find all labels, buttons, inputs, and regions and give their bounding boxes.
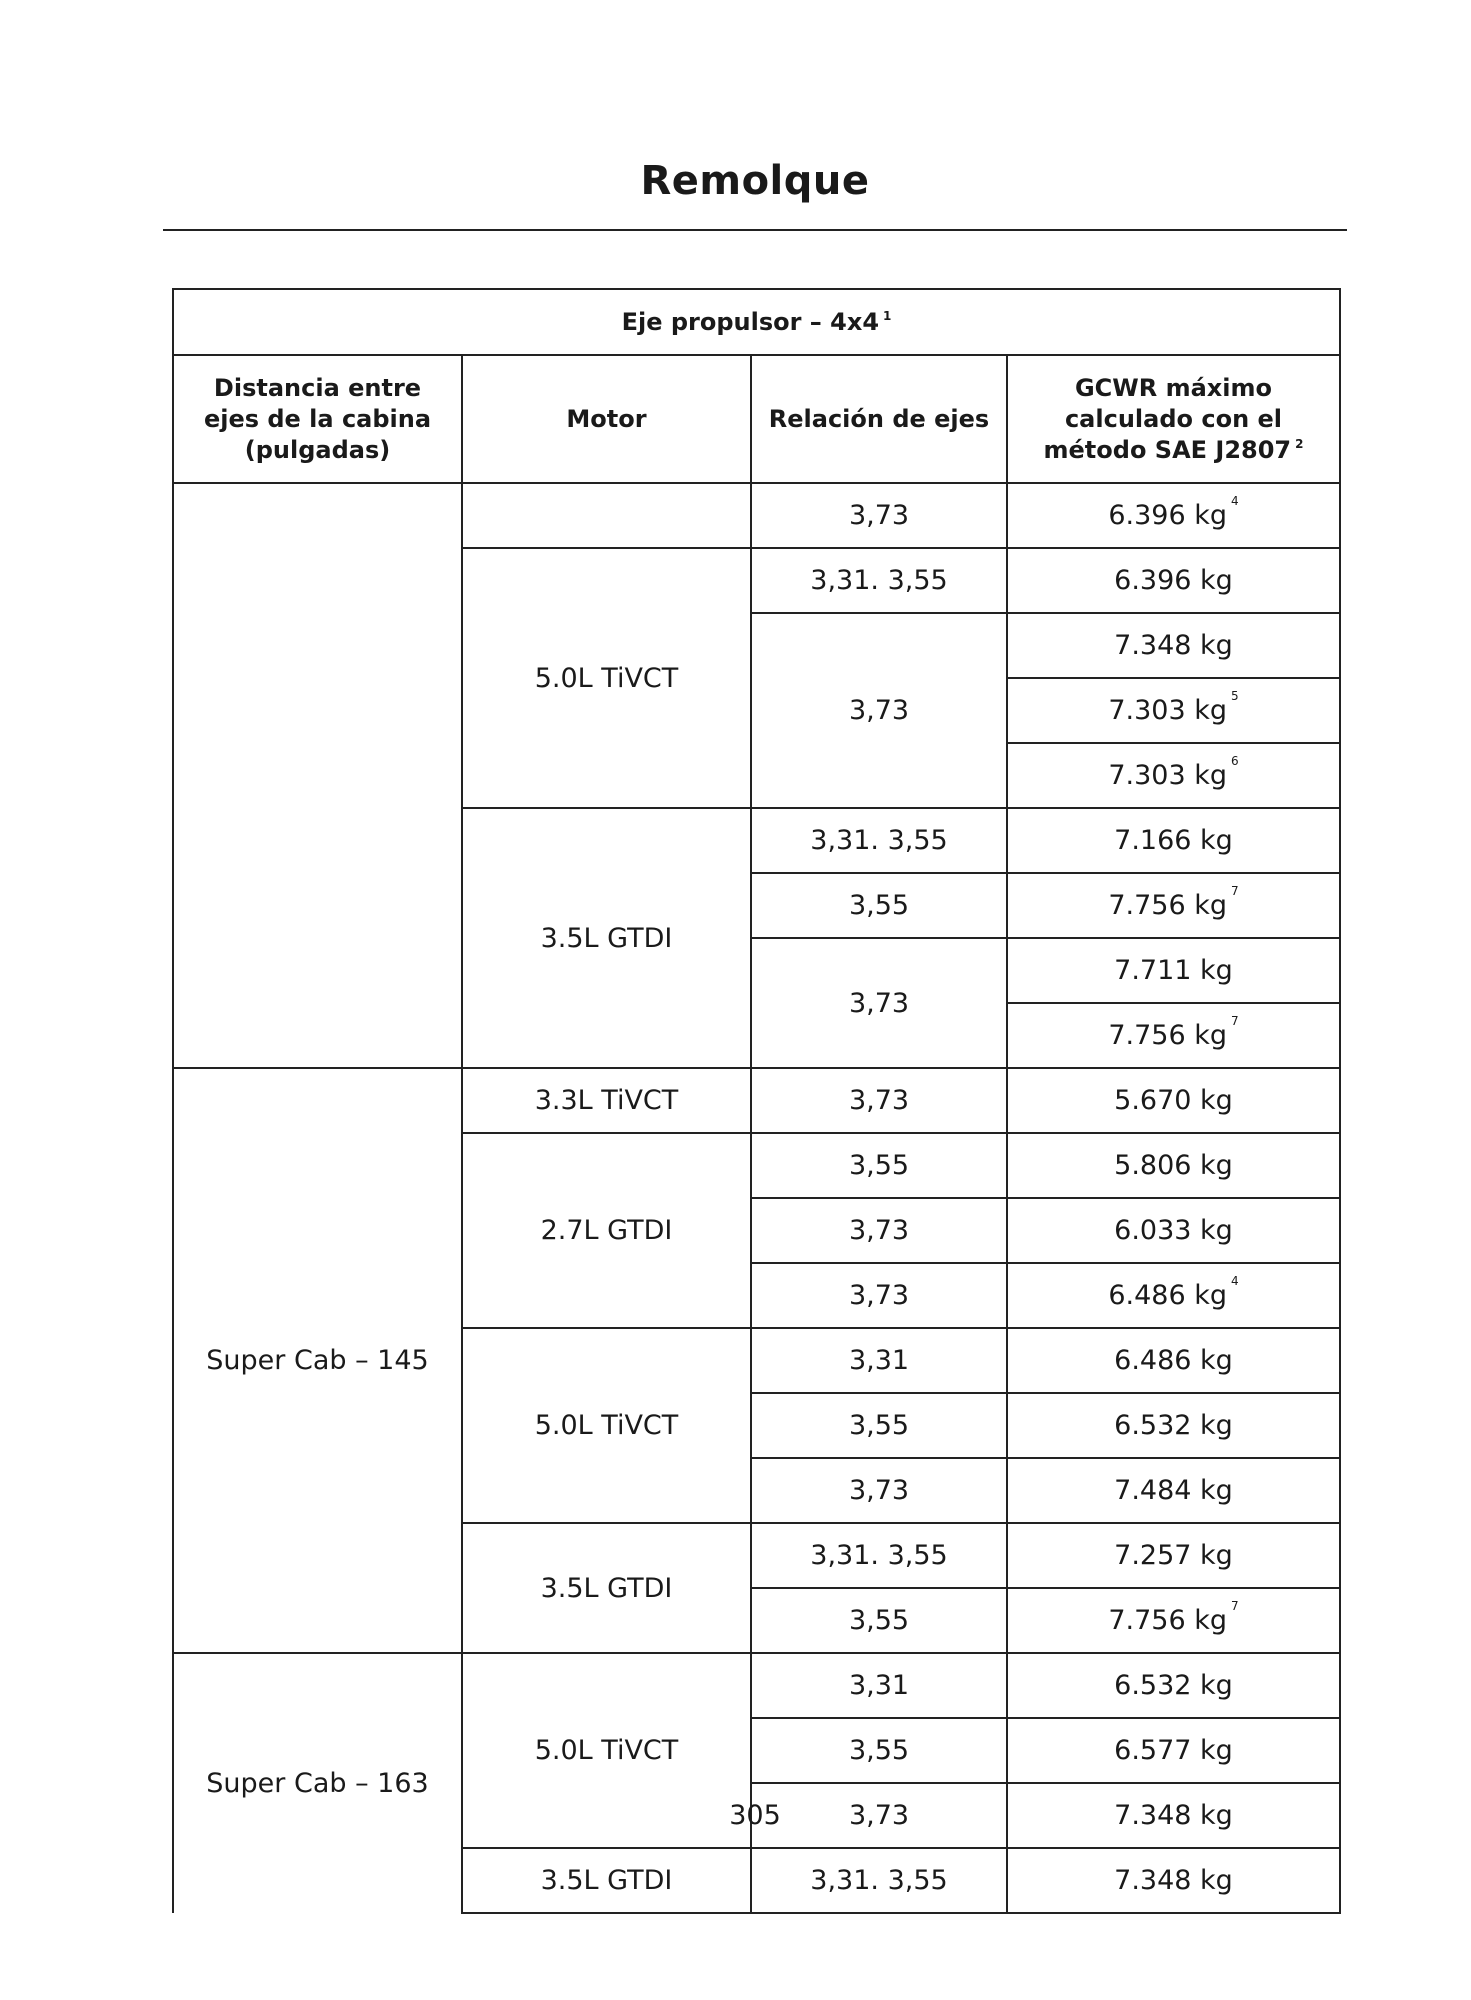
gcwr-value: 6.396 kg <box>1114 565 1233 596</box>
gcwr-cell <box>1007 873 1340 938</box>
gcwr-value: 7.756 kg <box>1108 1020 1227 1051</box>
gcwr-value: 7.348 kg <box>1114 1865 1233 1896</box>
footnote-marker: 7 <box>1231 884 1239 898</box>
gcwr-cell <box>1007 1328 1340 1393</box>
table-body <box>173 483 1340 1913</box>
gcwr-value: 7.257 kg <box>1114 1540 1233 1571</box>
gcwr-cell <box>1007 548 1340 613</box>
axle-ratio-cell: 3,73 <box>751 1783 1007 1848</box>
axle-ratio-cell: 3,73 <box>751 1263 1007 1328</box>
engine-cell: 5.0L TiVCT <box>462 1653 751 1848</box>
gcwr-cell <box>1007 1653 1340 1718</box>
footnote-marker: 7 <box>1231 1599 1239 1613</box>
engine-cell: 5.0L TiVCT <box>462 1328 751 1523</box>
gcwr-value: 5.806 kg <box>1114 1150 1233 1181</box>
gcwr-value: 7.166 kg <box>1114 825 1233 856</box>
gcwr-cell <box>1007 1068 1340 1133</box>
gcwr-value: 6.033 kg <box>1114 1215 1233 1246</box>
gcwr-cell <box>1007 678 1340 743</box>
gcwr-value: 6.486 kg <box>1114 1345 1233 1376</box>
gcwr-cell <box>1007 1198 1340 1263</box>
gcwr-cell <box>1007 1588 1340 1653</box>
footnote-marker: 6 <box>1231 754 1239 768</box>
wheelbase-cell: Super Cab – 145 <box>173 1068 462 1653</box>
axle-ratio-cell: 3,73 <box>751 1458 1007 1523</box>
gcwr-value: 7.484 kg <box>1114 1475 1233 1506</box>
engine-cell: 2.7L GTDI <box>462 1133 751 1328</box>
axle-ratio-cell: 3,31 <box>751 1653 1007 1718</box>
gcwr-cell <box>1007 1523 1340 1588</box>
footnote-marker: 4 <box>1231 494 1239 508</box>
engine-cell: 3.5L GTDI <box>462 1523 751 1653</box>
table-row <box>173 1068 1340 1133</box>
footnote-marker: 4 <box>1231 1274 1239 1288</box>
gcwr-value: 6.532 kg <box>1114 1410 1233 1441</box>
axle-ratio-cell: 3,31. 3,55 <box>751 1848 1007 1913</box>
gcwr-value: 5.670 kg <box>1114 1085 1233 1116</box>
axle-ratio-cell: 3,31 <box>751 1328 1007 1393</box>
footnote-marker: 5 <box>1231 689 1239 703</box>
axle-ratio-cell: 3,55 <box>751 1393 1007 1458</box>
gcwr-value: 7.303 kg <box>1108 760 1227 791</box>
axle-ratio-cell: 3,73 <box>751 1198 1007 1263</box>
axle-ratio-cell: 3,55 <box>751 1133 1007 1198</box>
engine-cell: 3.5L GTDI <box>462 1848 751 1913</box>
axle-ratio-cell: 3,73 <box>751 938 1007 1068</box>
axle-ratio-cell: 3,31. 3,55 <box>751 548 1007 613</box>
gcwr-value: 6.486 kg <box>1108 1280 1227 1311</box>
page-number: 305 <box>729 1800 781 1831</box>
axle-ratio-cell: 3,31. 3,55 <box>751 1523 1007 1588</box>
engine-cell: 3.5L GTDI <box>462 808 751 1068</box>
gcwr-cell <box>1007 613 1340 678</box>
gcwr-value: 6.396 kg <box>1108 500 1227 531</box>
table-caption: Eje propulsor – 4x4 $^1$ <box>173 289 1340 355</box>
engine-cell <box>462 483 751 548</box>
column-header-gcwr: GCWR máximo calculado con el método SAE J2807 $^2$ <box>1007 355 1340 483</box>
gcwr-cell <box>1007 1848 1340 1913</box>
gcwr-cell <box>1007 743 1340 808</box>
axle-ratio-cell: 3,73 <box>751 613 1007 808</box>
gcwr-value: 7.348 kg <box>1114 630 1233 661</box>
gcwr-value: 7.303 kg <box>1108 695 1227 726</box>
towing-spec-table <box>172 288 1341 1914</box>
axle-ratio-cell: 3,55 <box>751 1588 1007 1653</box>
footnote-marker: 7 <box>1231 1014 1239 1028</box>
gcwr-cell <box>1007 1003 1340 1068</box>
page-title: Remolque <box>640 158 870 204</box>
column-header-engine: Motor <box>462 355 751 483</box>
wheelbase-cell: Super Cab – 163 <box>173 1653 462 1913</box>
gcwr-cell <box>1007 1458 1340 1523</box>
footnote-marker: 2 <box>1295 436 1304 451</box>
gcwr-cell <box>1007 938 1340 1003</box>
engine-cell: 3.3L TiVCT <box>462 1068 751 1133</box>
axle-ratio-cell: 3,73 <box>751 1068 1007 1133</box>
gcwr-cell <box>1007 1133 1340 1198</box>
gcwr-value: 7.348 kg <box>1114 1800 1233 1831</box>
wheelbase-cell <box>173 483 462 1068</box>
gcwr-value: 6.577 kg <box>1114 1735 1233 1766</box>
gcwr-cell <box>1007 808 1340 873</box>
gcwr-value: 7.756 kg <box>1108 890 1227 921</box>
footnote-marker: 1 <box>883 308 892 323</box>
axle-ratio-cell: 3,73 <box>751 483 1007 548</box>
title-divider <box>163 229 1347 231</box>
engine-cell: 5.0L TiVCT <box>462 548 751 808</box>
axle-ratio-cell: 3,31. 3,55 <box>751 808 1007 873</box>
gcwr-cell <box>1007 1718 1340 1783</box>
table-row <box>173 483 1340 548</box>
column-header-axle-ratio: Relación de ejes <box>751 355 1007 483</box>
axle-ratio-cell: 3,55 <box>751 873 1007 938</box>
table-row <box>173 1653 1340 1718</box>
gcwr-cell <box>1007 483 1340 548</box>
gcwr-value: 7.756 kg <box>1108 1605 1227 1636</box>
gcwr-value: 6.532 kg <box>1114 1670 1233 1701</box>
axle-ratio-cell: 3,55 <box>751 1718 1007 1783</box>
gcwr-cell <box>1007 1263 1340 1328</box>
gcwr-cell <box>1007 1393 1340 1458</box>
gcwr-value: 7.711 kg <box>1114 955 1233 986</box>
column-header-wheelbase: Distancia entre ejes de la cabina (pulgadas) <box>173 355 462 483</box>
